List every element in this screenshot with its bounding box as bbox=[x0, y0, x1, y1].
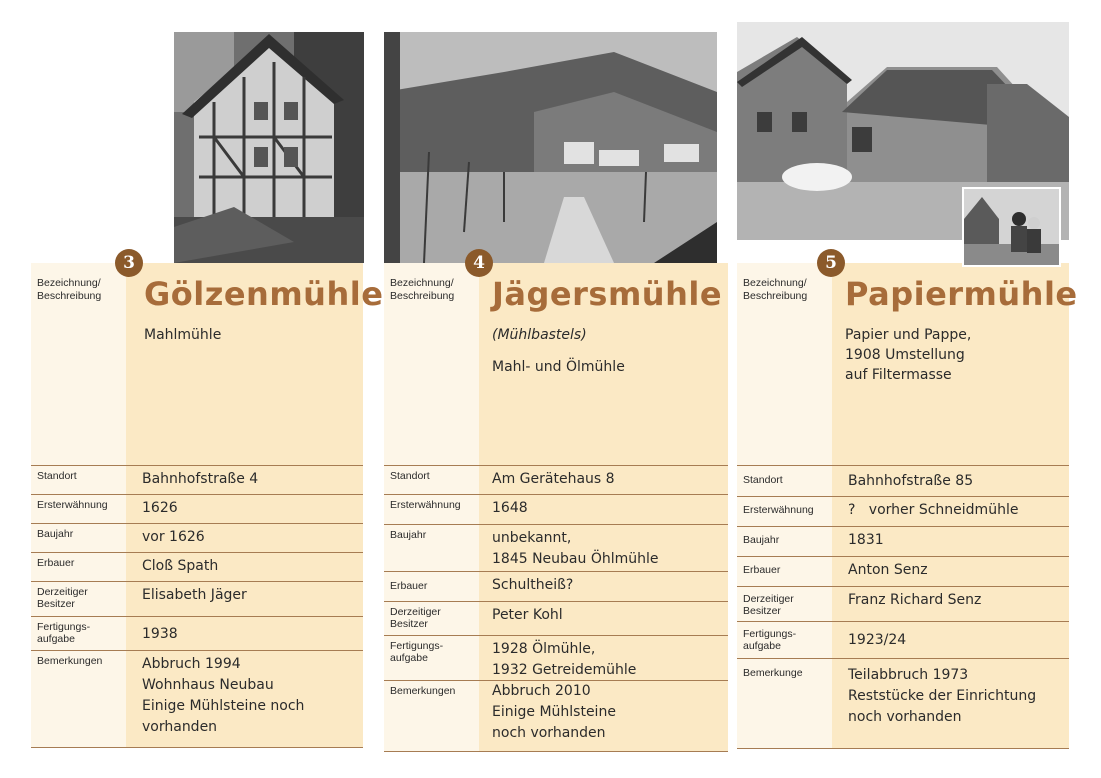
row-bemerkungen bbox=[384, 680, 728, 751]
row-label: Ersterwähnung bbox=[31, 495, 126, 523]
mill-name: Jägersmühle bbox=[492, 275, 723, 313]
row-value: Abbruch 1994 Wohnhaus Neubau Einige Mühlsteine noch vorhanden bbox=[126, 651, 363, 747]
row-label: Derzeitiger Besitzer bbox=[384, 602, 479, 635]
row-baujahr bbox=[384, 524, 728, 571]
row-label: Erbauer bbox=[384, 572, 479, 601]
row-ersterwaehnung bbox=[384, 494, 728, 524]
row-fertigungsaufgabe bbox=[384, 635, 728, 680]
row-label: Derzeitiger Besitzer bbox=[31, 582, 126, 616]
row-label: Fertigungs- aufgabe bbox=[737, 622, 832, 658]
row-label: Baujahr bbox=[31, 524, 126, 552]
mill-subtitle: (Mühlbastels) bbox=[492, 327, 587, 343]
row-standort bbox=[31, 465, 363, 494]
row-label: Erbauer bbox=[31, 553, 126, 581]
mill-card-papiermuehle bbox=[737, 263, 1078, 749]
row-label: Derzeitiger Besitzer bbox=[737, 587, 832, 621]
row-label: Baujahr bbox=[737, 527, 832, 556]
row-fertigungsaufgabe bbox=[31, 616, 363, 650]
row-erbauer bbox=[737, 556, 1069, 586]
row-value: 1626 bbox=[126, 495, 363, 523]
mill-description: Mahl- und Ölmühle bbox=[492, 359, 625, 375]
row-label: Fertigungs- aufgabe bbox=[384, 636, 479, 680]
mill-description: Mahlmühle bbox=[144, 327, 222, 343]
row-value: ? vorher Schneidmühle bbox=[832, 497, 1069, 526]
mill-number-badge: 3 bbox=[115, 249, 143, 277]
row-label: Standort bbox=[31, 466, 126, 494]
row-label: Bemerkunge bbox=[737, 659, 832, 748]
label-bezeichnung: Bezeichnung/ Beschreibung bbox=[390, 277, 455, 302]
row-besitzer bbox=[384, 601, 728, 635]
row-value: 1648 bbox=[479, 495, 728, 524]
mill-name: Gölzenmühle bbox=[144, 275, 384, 313]
row-value: unbekannt, 1845 Neubau Öhlmühle bbox=[479, 525, 728, 571]
row-erbauer bbox=[384, 571, 728, 601]
row-label: Ersterwähnung bbox=[737, 497, 832, 526]
photo-goelzenmuehle bbox=[174, 32, 364, 263]
row-value: 1831 bbox=[832, 527, 1069, 556]
row-value: Teilabbruch 1973 Reststücke der Einrichtung noch vorhanden bbox=[832, 659, 1069, 748]
card-header bbox=[384, 263, 728, 465]
row-value: Bahnhofstraße 85 bbox=[832, 466, 1069, 496]
row-fertigungsaufgabe bbox=[737, 621, 1069, 658]
mill-number-badge: 4 bbox=[465, 249, 493, 277]
label-bezeichnung: Bezeichnung/ Beschreibung bbox=[37, 277, 102, 302]
row-label: Baujahr bbox=[384, 525, 479, 571]
mill-number-badge: 5 bbox=[817, 249, 845, 277]
row-label: Standort bbox=[737, 466, 832, 496]
photo-papiermuehle-inset bbox=[962, 187, 1061, 267]
row-label: Standort bbox=[384, 466, 479, 494]
row-value: 1923/24 bbox=[832, 622, 1069, 658]
row-value: Elisabeth Jäger bbox=[126, 582, 363, 616]
row-erbauer bbox=[31, 552, 363, 581]
row-bemerkungen bbox=[31, 650, 363, 747]
mill-card-jaegersmuehle bbox=[384, 263, 728, 752]
mill-name: Papiermühle bbox=[845, 275, 1078, 313]
row-standort bbox=[384, 465, 728, 494]
row-baujahr bbox=[31, 523, 363, 552]
row-besitzer bbox=[737, 586, 1069, 621]
row-label: Fertigungs- aufgabe bbox=[31, 617, 126, 650]
mill-card-goelzenmuehle bbox=[31, 263, 384, 748]
row-value: Cloß Spath bbox=[126, 553, 363, 581]
row-value: Anton Senz bbox=[832, 557, 1069, 586]
label-bezeichnung: Bezeichnung/ Beschreibung bbox=[743, 277, 808, 302]
row-value: Schultheiß? bbox=[479, 572, 728, 601]
card-header bbox=[737, 263, 1078, 465]
row-value: vor 1626 bbox=[126, 524, 363, 552]
row-ersterwaehnung bbox=[31, 494, 363, 523]
row-value: Am Gerätehaus 8 bbox=[479, 466, 728, 494]
row-label: Erbauer bbox=[737, 557, 832, 586]
row-value: Bahnhofstraße 4 bbox=[126, 466, 363, 494]
row-baujahr bbox=[737, 526, 1069, 556]
row-ersterwaehnung bbox=[737, 496, 1069, 526]
row-bemerkungen bbox=[737, 658, 1069, 748]
row-value: Franz Richard Senz bbox=[832, 587, 1069, 621]
row-value: 1938 bbox=[126, 617, 363, 650]
row-value: 1928 Ölmühle, 1932 Getreidemühle bbox=[479, 636, 728, 680]
card-header bbox=[31, 263, 384, 465]
mill-description: Papier und Pappe, 1908 Umstellung auf Filtermasse bbox=[845, 327, 972, 383]
row-value: Abbruch 2010 Einige Mühlsteine noch vorhanden bbox=[479, 681, 728, 751]
row-label: Ersterwähnung bbox=[384, 495, 479, 524]
row-label: Bemerkungen bbox=[384, 681, 479, 751]
row-label: Bemerkungen bbox=[31, 651, 126, 747]
row-besitzer bbox=[31, 581, 363, 616]
photo-jaegersmuehle bbox=[384, 32, 717, 263]
row-standort bbox=[737, 465, 1069, 496]
row-value: Peter Kohl bbox=[479, 602, 728, 635]
